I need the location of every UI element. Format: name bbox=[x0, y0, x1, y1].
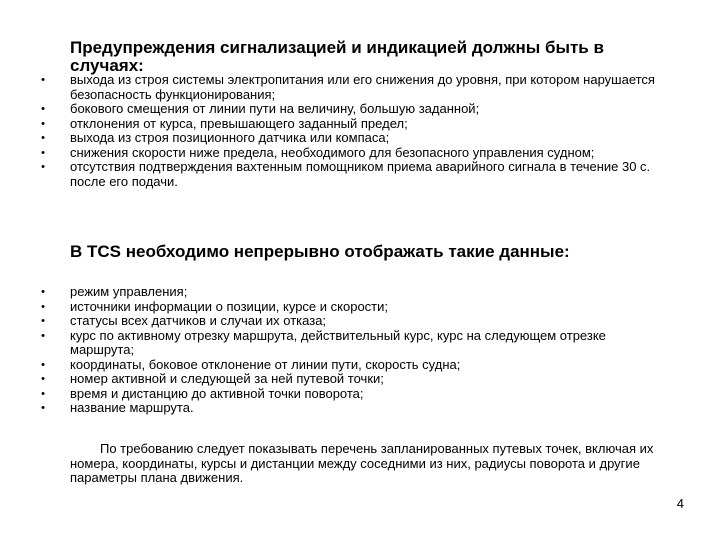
bullet-icon: • bbox=[41, 358, 45, 371]
list-item-text: снижения скорости ниже предела, необходимого для безопасного управления судном; bbox=[70, 144, 595, 160]
list-item-text: бокового смещения от линии пути на величину, большую заданной; bbox=[70, 101, 480, 116]
list-item bbox=[38, 372, 658, 387]
list-item bbox=[38, 160, 658, 189]
bullet-icon: • bbox=[41, 315, 45, 327]
page-number: 4 bbox=[676, 496, 684, 511]
list-item bbox=[38, 314, 658, 329]
list-item bbox=[38, 358, 658, 373]
bullet-icon: • bbox=[41, 387, 45, 400]
list-item-text: номер активной и следующей за ней путевой точки; bbox=[70, 371, 384, 386]
list-item-text: режим управления; bbox=[70, 284, 188, 299]
warnings-heading: Предупреждения сигнализацией и индикацией должны быть в случаях: bbox=[70, 38, 604, 75]
bullet-icon: • bbox=[41, 373, 45, 385]
list-item bbox=[38, 117, 658, 132]
list-item bbox=[38, 401, 658, 416]
bullet-icon: • bbox=[41, 117, 45, 130]
list-item bbox=[38, 285, 658, 300]
bullet-icon: • bbox=[41, 103, 45, 115]
list-item-text: название маршрута. bbox=[70, 400, 194, 415]
list-item-text: отклонения от курса, превышающего заданный предел; bbox=[70, 115, 408, 131]
bullet-icon: • bbox=[41, 402, 45, 414]
list-item bbox=[38, 387, 658, 402]
bullet-icon: • bbox=[41, 146, 45, 159]
bullet-icon: • bbox=[41, 300, 45, 313]
bullet-icon: • bbox=[41, 132, 45, 144]
tcs-data-heading: В TCS необходимо непрерывно отображать такие данные: bbox=[70, 242, 570, 261]
list-item bbox=[38, 300, 658, 315]
route-note: По требованию следует показывать перечень запланированных путевых точек, включая их номера, координаты, курсы и дистанции между соседними из них, радиусы поворота и другие параметры плана движения. bbox=[70, 441, 654, 485]
bullet-icon: • bbox=[41, 161, 45, 173]
list-item bbox=[38, 146, 658, 161]
bullet-icon: • bbox=[41, 286, 45, 298]
list-item bbox=[38, 131, 658, 146]
list-item-text: курс по активному отрезку маршрута, действительный курс, курс на следующем отрезке маршрута; bbox=[70, 327, 606, 357]
tcs-data-list bbox=[38, 285, 658, 416]
list-item-text: источники информации о позиции, курсе и скорости; bbox=[70, 298, 388, 314]
list-item-text: отсутствия подтверждения вахтенным помощником приема аварийного сигнала в течение 30 с. после его подачи. bbox=[70, 159, 651, 189]
warnings-list bbox=[38, 73, 658, 189]
bullet-icon: • bbox=[41, 329, 45, 342]
list-item-text: выхода из строя позиционного датчика или компаса; bbox=[70, 130, 390, 145]
list-item bbox=[38, 73, 658, 102]
list-item-text: время и дистанцию до активной точки поворота; bbox=[70, 385, 364, 401]
bullet-icon: • bbox=[41, 74, 45, 86]
list-item-text: координаты, боковое отклонение от линии пути, скорость судна; bbox=[70, 356, 461, 372]
list-item-text: статусы всех датчиков и случаи их отказа; bbox=[70, 313, 327, 328]
list-item bbox=[38, 102, 658, 117]
list-item bbox=[38, 329, 658, 358]
list-item-text: выхода из строя системы электропитания или его снижения до уровня, при котором нарушается безопасность функционирования; bbox=[70, 72, 655, 102]
